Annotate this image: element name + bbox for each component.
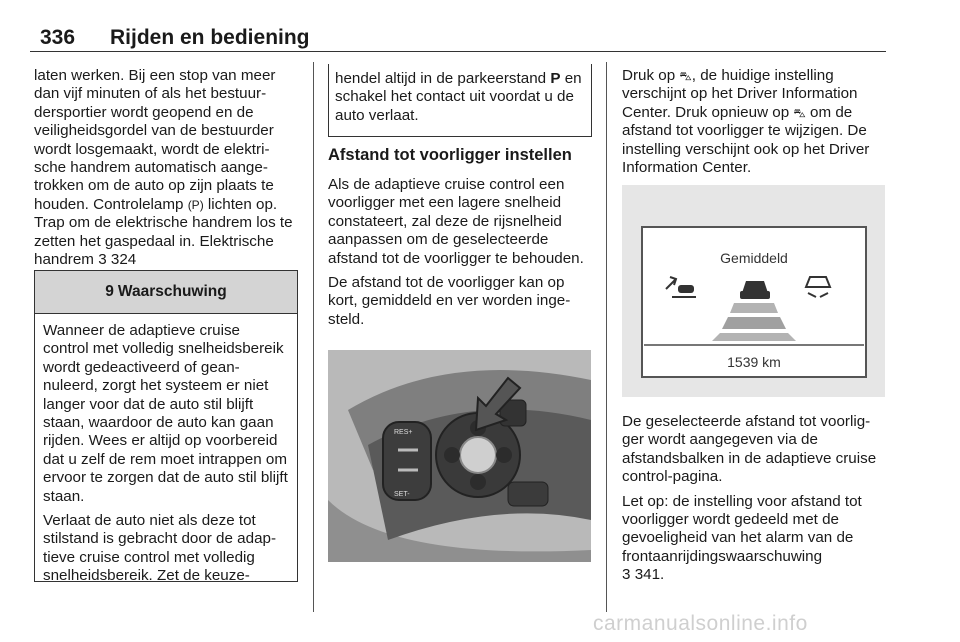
header-rule [30,51,886,52]
page-number: 336 [40,26,76,49]
col3-paragraph-2: De geselecteerde afstand tot voorligger wordt aangegeven via de afstandsbalken in de adaptieve cruise control-pagina. [622,413,877,486]
col2-paragraph-2: De afstand tot de voorligger kan op kort, gemiddeld en ver worden ingesteld. [328,274,571,328]
distance-bar-1 [730,303,778,313]
column-3-top [622,67,886,183]
steering-wheel-icon [328,350,591,562]
section-heading: Afstand tot voorligger instellen [328,146,572,164]
ref-arrow-icon-2: 3 [622,566,631,584]
intro-paragraph: laten werken. Bij een stop van meer dan vijf minuten of als het bestuurdersportier wordt geopend en de veiligheidsgordel van de bestuurder wordt losgemaakt, wordt de elektrische handrem automatisch aangetrokken om de auto op zijn plaats te houden. Controlelamp (P) lichten op. Trap om de elektrische handrem los te zetten het gaspedaal in. Elektrische handrem 3 324 [34,67,293,269]
odometer-readout: 1539 km [727,354,781,370]
column-1 [34,67,296,275]
warning-title: Waarschuwing [117,283,227,300]
distance-bar-3 [712,333,796,341]
warning-header [35,271,297,314]
column-divider-2 [606,62,607,612]
col3-paragraph-3: Let op: de instelling voor afstand tot voorligger wordt gedeeld met de gevoeligheid van het alarm van de frontaanrijdingswaarschuwing 3 341. [622,492,862,584]
page-ref-link[interactable]: 324 [110,251,137,269]
warning-continued-box: hendel altijd in de parkeerstand P en schakel het contact uit voordat u de auto verlaat. [328,64,592,137]
dic-mode-label: Gemiddeld [720,250,788,266]
distance-button-icon-2: ⛍ [793,105,806,120]
section-title: Rijden en bediening [110,26,310,49]
svg-text:SET-: SET- [394,491,410,498]
column-divider-1 [313,62,314,612]
distance-button-icon: ⛍ [679,69,692,83]
ref-arrow-icon: 3 [98,251,107,269]
col2-paragraph-1: Als de adaptieve cruise control een voorligger met een lagere snelheid constateert, zal deze de rijsnelheid aanpassen om de geselecteerde afstand tot de voorligger te behouden. [328,176,584,267]
brake-lamp-icon: (P) [187,197,204,212]
driver-information-center-illustration [622,185,885,397]
park-position-letter: P [550,70,561,87]
site-watermark: carmanualsonline.info [593,612,808,635]
steering-wheel-illustration [328,350,591,562]
col3-paragraph-1: Druk op ⛍, de huidige instelling verschijnt op het Driver Information Center. Druk opnieuw op ⛍ om de afstand tot voorligger te wijzigen. De instelling verschijnt ook op het Driver Information Center. [622,67,870,177]
warning-box [34,270,298,585]
svg-text:RES+: RES+ [394,429,413,436]
page-ref-link-2[interactable]: 341. [634,566,665,584]
warning-paragraph-1: Wanneer de adaptieve cruise control met volledig snelheidsbereik wordt gedeactiveerd of geannuleerd, zorgt het systeem er niet langer voor dat de auto stil blijft staan, waardoor de auto kan gaan rijden. Wees er altijd op voorbereid dat u zelf de rem moet intrappen om ervoor te zorgen dat de auto stil blijft staan. [43,322,288,505]
column-3-bottom [622,413,886,591]
column-2-text [328,176,592,335]
distance-bar-2 [722,317,786,329]
warning-paragraph-2: Verlaat de auto niet als deze tot stilstand is gebracht door de adaptieve cruise control met volledig snelheidsbereik. Zet de keuze- [43,512,277,585]
warning-icon: 9 [105,283,114,300]
